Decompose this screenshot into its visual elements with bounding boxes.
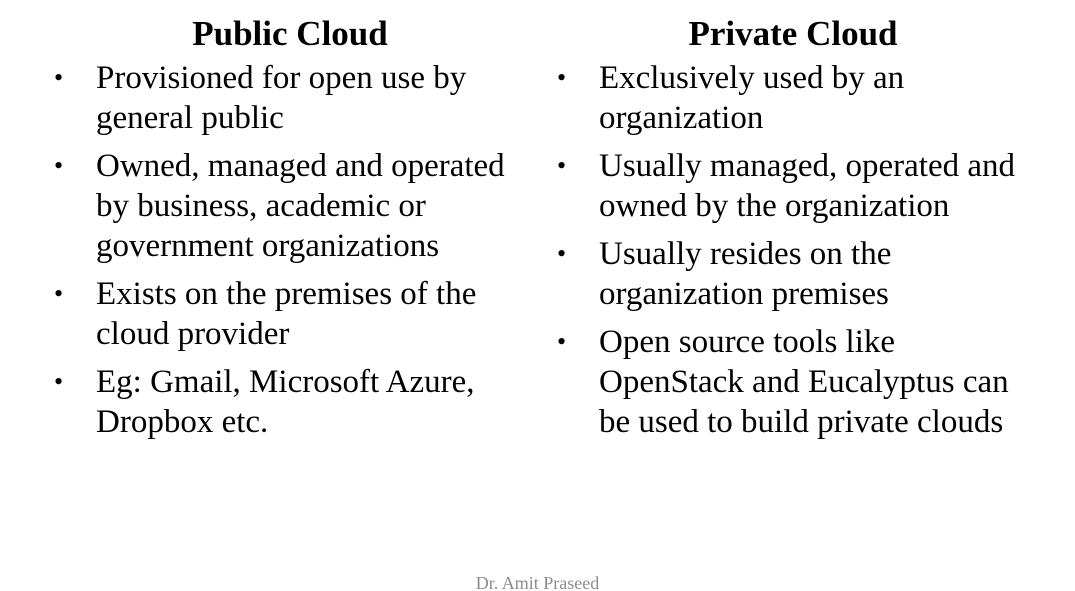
list-item-text: Usually managed, operated and owned by the organization (599, 148, 1016, 224)
bullet-icon: • (557, 239, 567, 268)
bullet-icon: • (557, 151, 567, 180)
list-item-text: Usually resides on the organization premises (599, 236, 892, 312)
bullet-icon: • (557, 327, 567, 356)
private-cloud-column (553, 14, 1033, 450)
public-cloud-list (50, 58, 530, 442)
list-item (50, 146, 530, 266)
private-cloud-title: Private Cloud (688, 14, 898, 53)
private-cloud-list (553, 58, 1033, 442)
bullet-icon: • (54, 279, 64, 308)
list-item (553, 234, 1033, 314)
list-item (50, 274, 530, 354)
list-item (50, 58, 530, 138)
bullet-icon: • (54, 63, 64, 92)
list-item (553, 146, 1033, 226)
list-item (50, 362, 530, 442)
list-item-text: Exists on the premises of the cloud provider (96, 276, 477, 352)
list-item-text: Open source tools like OpenStack and Eucalyptus can be used to build private clouds (599, 324, 1009, 440)
public-cloud-title: Public Cloud (192, 14, 388, 53)
public-cloud-column (50, 14, 530, 450)
bullet-icon: • (54, 367, 64, 396)
bullet-icon: • (54, 151, 64, 180)
list-item (553, 322, 1033, 442)
list-item-text: Owned, managed and operated by business, academic or government organizations (96, 148, 505, 264)
list-item-text: Exclusively used by an organization (599, 60, 905, 136)
list-item-text: Eg: Gmail, Microsoft Azure, Dropbox etc. (96, 364, 475, 440)
list-item (553, 58, 1033, 138)
list-item-text: Provisioned for open use by general public (96, 60, 467, 136)
footer-author: Dr. Amit Praseed (475, 573, 600, 591)
bullet-icon: • (557, 63, 567, 92)
